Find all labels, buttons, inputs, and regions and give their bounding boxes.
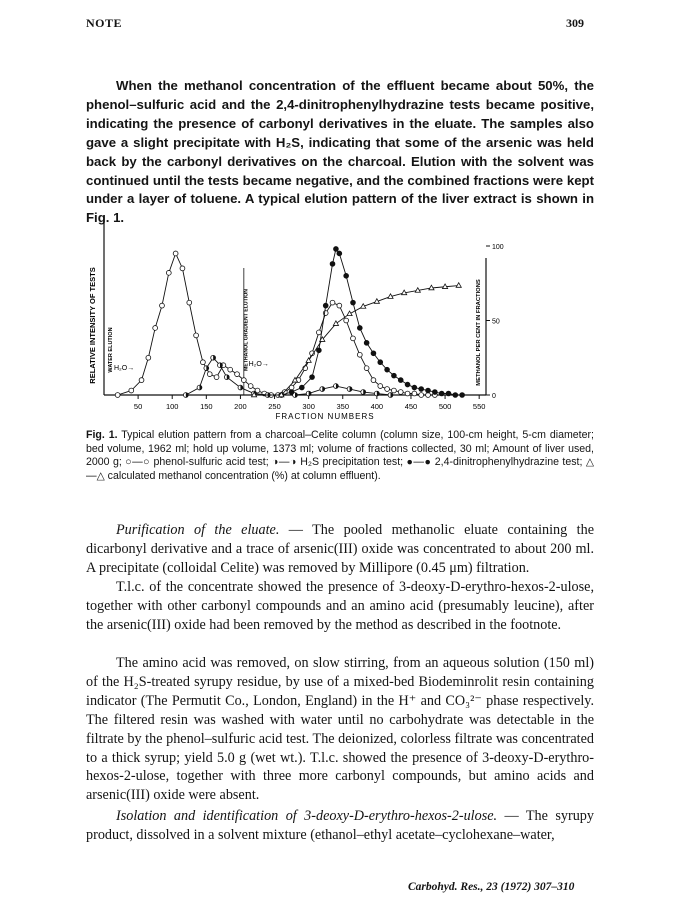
journal-citation: Carbohyd. Res., 23 (1972) 307–310 [408,881,575,893]
data-point [398,390,403,395]
data-point [166,270,171,275]
paragraph-4: The amino acid was removed, on slow stirring, from an aqueous solution (150 ml) of the H₂S-treated syrupy residue, by use of a mixed-bed Biodeminrolit resin containing indicator (The Permutit Co., London, England) in the H⁺ and CO₃²⁻ phase respectively. The filtered resin was washed with water until no carbohydrate was detectable in the filtrate by the phenol–sulfuric acid test. The deionized, colorless filtrate was concentrated to a thick syrup; yield 5.0 g (wet wt.). T.l.c. showed the presence of 3-deoxy-D-erythro-hexos-2-ulose, together with three more carbonyl compounds, but amino acids and arsenic(III) oxide were absent. [86,655,594,804]
data-point [201,360,206,365]
series-line-3 [254,286,459,395]
x-tick-label: 350 [336,402,350,411]
annotation-h2o-1: H₂O→ [114,365,135,372]
annotation-h2o-2: H₂O→ [248,361,269,368]
data-point [419,387,424,392]
y-right-tick-label: 0 [492,393,496,400]
chart-series [115,247,464,398]
data-point [446,391,451,396]
caption-label: Fig. 1. [86,429,118,441]
data-point [146,355,151,360]
y-right-tick-label: 50 [492,318,500,326]
data-point [330,261,335,266]
data-point [316,348,321,353]
data-point [344,273,349,278]
paragraph-5 [86,807,594,845]
annotation-water-elution: WATER ELUTION [108,327,114,373]
data-point [214,375,219,380]
data-point [456,283,461,288]
data-point [385,367,390,372]
data-point [412,391,417,396]
annotation-methanol-gradient: METHANOL GRADIENT ELUTION [243,288,250,372]
x-tick-label: 450 [404,402,418,411]
section-title-purification: Purification of the eluate. [116,522,280,538]
data-point [299,385,304,390]
y-axis-label-left: RELATIVE INTENSITY OF TESTS [88,267,97,384]
data-point [460,393,465,398]
data-point [323,303,328,308]
x-tick-label: 200 [234,402,247,411]
data-point [392,373,397,378]
data-point [337,251,342,256]
data-point [153,326,158,331]
x-tick-label: 150 [200,402,213,411]
data-point [334,247,339,252]
data-point [160,303,165,308]
data-point [330,300,335,305]
data-point [194,333,199,338]
y-right-tick-label: 100 [492,244,504,251]
section-title-isolation: Isolation and identification of 3-deoxy-D-erythro-hexos-2-ulose. [116,808,498,824]
data-point [453,393,458,398]
x-axis-label: FRACTION NUMBERS [275,412,375,421]
data-point [207,372,212,377]
data-point [351,336,356,341]
data-point [405,382,410,387]
data-point [228,367,233,372]
data-point [357,352,362,357]
data-point [344,318,349,323]
x-tick-label: 50 [133,402,143,411]
data-point [129,388,134,393]
data-point [180,266,185,271]
paragraph-1: When the methanol concentration of the effluent became about 50%, the phenol–sulfuric acid and the 2,4-dinitrophenylhydrazine tests became positive, indicating the presence of carbonyl derivatives in the eluate. The samples also gave a slight precipitate with H₂S, indicating that some of the arsenic was held back by the carbonyl derivatives on the charcoal. Elution with the solvent was continued until the tests became negative, and the combined fractions were kept under a layer of toluene. A typical elution pattern of the liver extract is shown in Fig. 1. [86,78,594,226]
data-point [405,391,410,396]
x-tick-label: 550 [472,402,486,411]
data-point [439,391,444,396]
data-point [364,340,369,345]
paragraph-2-body: — The pooled methanolic eluate containing the dicarbonyl derivative and a trace of arsenic(III) oxide was concentrated to about 200 ml. A precipitate (colloidal Celite) was removed by Millipore (0.45 μm) filtration. [86,522,594,576]
data-point [235,372,240,377]
x-tick-label: 400 [370,402,384,411]
caption-text: Typical elution pattern from a charcoal–Celite column (column size, 100-cm height, 5-cm diameter; bed volume, 1962 ml; hold up volume, 1373 ml; volume of fractions collected, 30 ml; Amount of liver used, 2000 g; ○—○ phenol-sulfuric acid test; ◑—◑ H₂S precipitation test; ●—● 2,4-dinitrophenylhydrazine test; △—△ calculated methanol concentration (%) at column effluent). [86,429,594,482]
paragraph-2 [86,521,594,578]
paragraph-3: T.l.c. of the concentrate showed the presence of 3-deoxy-D-erythro-hexos-2-ulose, together with other carbonyl compounds and an amino acid (presumably leucine), after the arsenic(III) oxide had been removed by the method as described in the footnote. [86,579,594,633]
data-point [241,378,246,383]
x-tick-label: 300 [302,402,315,411]
data-point [351,300,356,305]
data-point [310,375,315,380]
data-point [289,390,294,395]
x-tick-label: 500 [438,402,452,411]
data-point [378,384,383,389]
paragraph-5-body: — The syrupy product, dissolved in a solvent mixture (ethanol–ethyl acetate–cyclohexane–water, [86,808,594,843]
data-point [187,300,192,305]
data-point [385,387,390,392]
data-point [364,366,369,371]
data-point [357,326,362,331]
data-point [333,321,338,326]
data-point [426,388,431,393]
data-point [371,351,376,356]
figure-caption [86,429,594,483]
data-point [173,251,178,256]
page-number: 309 [566,16,584,30]
y-axis-label-right: METHANOL PER CENT IN FRACTIONS [476,279,482,386]
data-point [398,378,403,383]
data-point [139,378,144,383]
data-point [419,393,424,398]
x-tick-label: 250 [268,402,281,411]
data-point [371,378,376,383]
data-point [316,330,321,335]
x-tick-label: 100 [165,402,179,411]
data-point [432,390,437,395]
running-head-left: NOTE [86,16,123,30]
data-point [392,388,397,393]
data-point [115,393,120,398]
data-point [378,360,383,365]
elution-chart [86,210,506,424]
series-line-0 [118,253,435,395]
data-point [337,303,342,308]
series-line-2 [281,249,462,395]
data-point [412,385,417,390]
data-point [248,384,253,389]
